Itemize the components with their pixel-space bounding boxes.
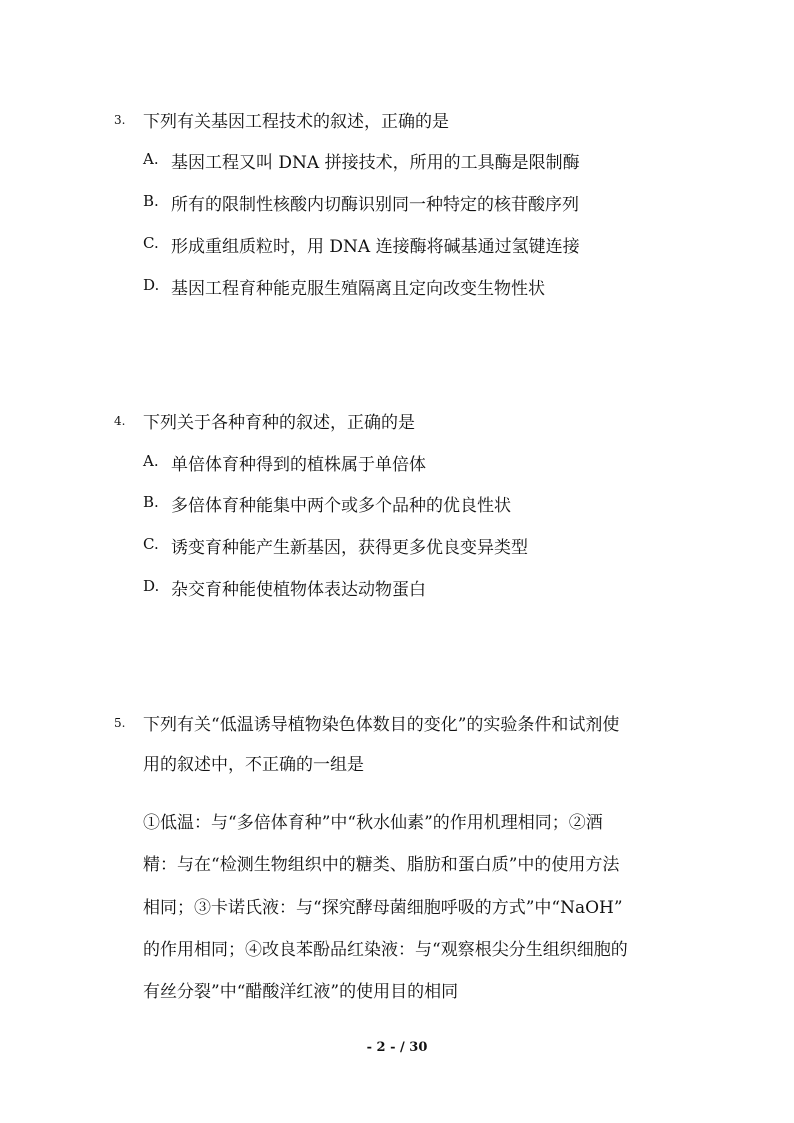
page-number: - 2 - / 30 (366, 1040, 428, 1055)
question-stem-line: 下列有关“低温诱导植物染色体数目的变化”的实验条件和试剂使 (143, 715, 620, 735)
option-letter: D. (143, 276, 160, 294)
question-number: 5. (114, 716, 126, 730)
option-letter: D. (143, 577, 160, 595)
option-letter: B. (143, 192, 159, 210)
option-text: 诱变育种能产生新基因，获得更多优良变异类型 (171, 538, 528, 558)
option-text: 形成重组质粒时，用 DNA 连接酶将碱基通过氢键连接 (171, 237, 580, 257)
option-text: 基因工程育种能克服生殖隔离且定向改变生物性状 (171, 279, 545, 299)
question-stem: 下列关于各种育种的叙述，正确的是 (143, 413, 415, 433)
option-text: 杂交育种能使植物体表达动物蛋白 (171, 580, 426, 600)
option-text: 多倍体育种能集中两个或多个品种的优良性状 (171, 496, 511, 516)
question-number: 4. (114, 414, 126, 428)
question-paragraph-line: 的作用相同；④改良苯酚品红染液：与“观察根尖分生组织细胞的 (143, 940, 628, 960)
question-paragraph-line: 有丝分裂”中“醋酸洋红液”的使用目的相同 (143, 982, 459, 1002)
question-paragraph-line: ①低温：与“多倍体育种”中“秋水仙素”的作用机理相同；②酒 (143, 813, 603, 833)
question-paragraph-line: 相同；③卡诺氏液：与“探究酵母菌细胞呼吸的方式”中“NaOH” (143, 898, 623, 918)
option-letter: C. (143, 234, 159, 252)
option-letter: B. (143, 493, 159, 511)
question-paragraph-line: 精：与在“检测生物组织中的糖类、脂肪和蛋白质”中的使用方法 (143, 855, 620, 875)
option-text: 单倍体育种得到的植株属于单倍体 (171, 455, 426, 475)
option-letter: A. (143, 150, 159, 168)
question-stem-line: 用的叙述中，不正确的一组是 (143, 755, 364, 775)
option-letter: A. (143, 452, 159, 470)
question-number: 3. (114, 113, 126, 127)
question-stem: 下列有关基因工程技术的叙述，正确的是 (143, 112, 449, 132)
option-text: 所有的限制性核酸内切酶识别同一种特定的核苷酸序列 (171, 195, 579, 215)
option-text: 基因工程又叫 DNA 拼接技术，所用的工具酶是限制酶 (171, 153, 580, 173)
option-letter: C. (143, 535, 159, 553)
